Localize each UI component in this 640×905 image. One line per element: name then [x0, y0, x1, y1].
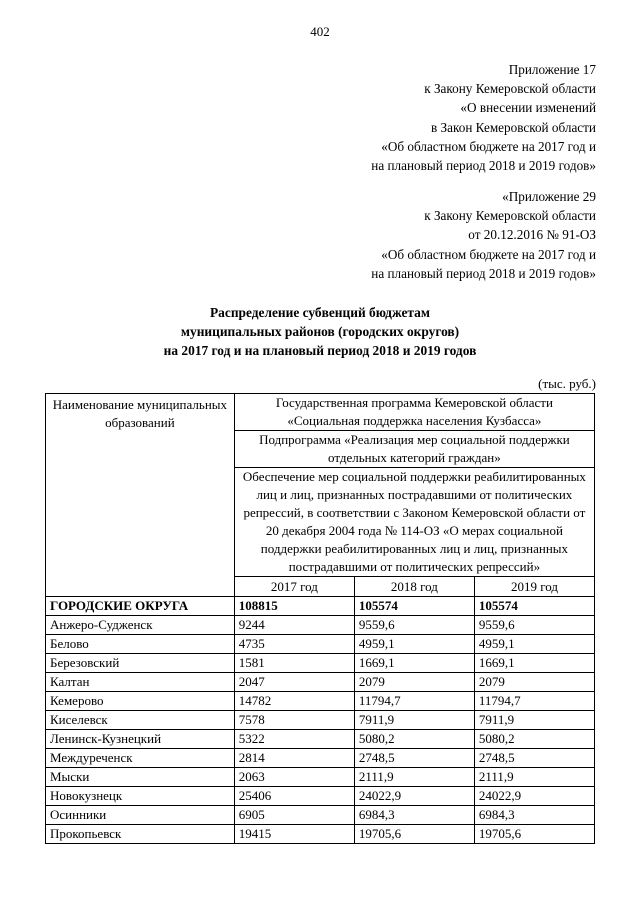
table-row — [46, 787, 595, 806]
appendix-a-line: к Закону Кемеровской области — [424, 81, 596, 97]
municipality-cell: Анжеро-Судженск — [46, 616, 235, 635]
value-cell-2017: 25406 — [234, 787, 354, 806]
appendix-b-line: к Закону Кемеровской области — [424, 208, 596, 224]
appendix-a-line: в Закон Кемеровской области — [431, 119, 596, 135]
municipality-cell: Кемерово — [46, 692, 235, 711]
table-row — [46, 768, 595, 787]
value-cell-2017: 7578 — [234, 711, 354, 730]
header-year-2018: 2018 год — [354, 577, 474, 597]
value-cell-2017: 1581 — [234, 654, 354, 673]
value-cell-2019: 24022,9 — [474, 787, 594, 806]
header-year-2017: 2017 год — [234, 577, 354, 597]
value-cell-2018: 105574 — [354, 597, 474, 616]
value-cell-2019: 4959,1 — [474, 635, 594, 654]
value-cell-2019: 9559,6 — [474, 616, 594, 635]
table-row — [46, 711, 595, 730]
value-cell-2017: 6905 — [234, 806, 354, 825]
value-cell-2018: 2748,5 — [354, 749, 474, 768]
appendix-b-line: на плановый период 2018 и 2019 годов» — [371, 265, 596, 281]
table-row-total — [46, 597, 595, 616]
appendix-29-reference — [371, 187, 596, 283]
page-number: 402 — [310, 24, 330, 39]
header-municipality: Наименование муниципальных образований — [46, 394, 235, 597]
value-cell-2018: 7911,9 — [354, 711, 474, 730]
value-cell-2019: 2748,5 — [474, 749, 594, 768]
value-cell-2018: 1669,1 — [354, 654, 474, 673]
value-cell-2017: 2814 — [234, 749, 354, 768]
value-cell-2017: 14782 — [234, 692, 354, 711]
value-cell-2018: 19705,6 — [354, 825, 474, 844]
value-cell-2018: 9559,6 — [354, 616, 474, 635]
value-cell-2018: 2079 — [354, 673, 474, 692]
value-cell-2018: 5080,2 — [354, 730, 474, 749]
header-year-2019: 2019 год — [474, 577, 594, 597]
municipality-cell: Ленинск-Кузнецкий — [46, 730, 235, 749]
municipality-cell: Новокузнецк — [46, 787, 235, 806]
table-row — [46, 749, 595, 768]
value-cell-2017: 2063 — [234, 768, 354, 787]
value-cell-2019: 11794,7 — [474, 692, 594, 711]
title-line: на 2017 год и на плановый период 2018 и 2019 годов — [163, 343, 477, 358]
appendix-a-line: «О внесении изменений — [460, 100, 596, 116]
table-row — [46, 673, 595, 692]
appendix-b-line: от 20.12.2016 № 91-ОЗ — [468, 227, 596, 243]
table-row — [46, 654, 595, 673]
municipality-cell: Березовский — [46, 654, 235, 673]
municipality-cell: Киселевск — [46, 711, 235, 730]
municipality-cell: Калтан — [46, 673, 235, 692]
municipality-cell: Прокопьевск — [46, 825, 235, 844]
title-line: муниципальных районов (городских округов) — [180, 324, 460, 339]
header-program: Государственная программа Кемеровской области «Социальная поддержка населения Кузбасса» — [234, 394, 594, 431]
table-row — [46, 806, 595, 825]
table-row — [46, 635, 595, 654]
municipality-cell: Междуреченск — [46, 749, 235, 768]
table-row — [46, 616, 595, 635]
value-cell-2019: 2111,9 — [474, 768, 594, 787]
value-cell-2017: 9244 — [234, 616, 354, 635]
value-cell-2017: 108815 — [234, 597, 354, 616]
value-cell-2018: 6984,3 — [354, 806, 474, 825]
value-cell-2019: 105574 — [474, 597, 594, 616]
appendix-b-line: «Об областном бюджете на 2017 год и — [381, 246, 596, 262]
table-row — [46, 825, 595, 844]
value-cell-2018: 24022,9 — [354, 787, 474, 806]
units-label: (тыс. руб.) — [538, 376, 596, 391]
value-cell-2017: 2047 — [234, 673, 354, 692]
municipality-cell: ГОРОДСКИЕ ОКРУГА — [46, 597, 235, 616]
value-cell-2019: 7911,9 — [474, 711, 594, 730]
value-cell-2018: 11794,7 — [354, 692, 474, 711]
document-title — [0, 303, 640, 360]
value-cell-2017: 5322 — [234, 730, 354, 749]
value-cell-2018: 4959,1 — [354, 635, 474, 654]
value-cell-2019: 5080,2 — [474, 730, 594, 749]
appendix-a-line: «Об областном бюджете на 2017 год и — [381, 138, 596, 154]
title-line: Распределение субвенций бюджетам — [210, 305, 430, 320]
table-row — [46, 692, 595, 711]
appendix-a-line: Приложение 17 — [508, 62, 596, 77]
value-cell-2017: 4735 — [234, 635, 354, 654]
value-cell-2019: 19705,6 — [474, 825, 594, 844]
value-cell-2017: 19415 — [234, 825, 354, 844]
municipality-cell: Осинники — [46, 806, 235, 825]
table-row — [46, 730, 595, 749]
subvention-table — [45, 393, 595, 844]
appendix-b-line: «Приложение 29 — [502, 189, 596, 204]
value-cell-2019: 2079 — [474, 673, 594, 692]
value-cell-2019: 1669,1 — [474, 654, 594, 673]
header-subprogram: Подпрограмма «Реализация мер социальной поддержки отдельных категорий граждан» — [234, 431, 594, 468]
municipality-cell: Мыски — [46, 768, 235, 787]
value-cell-2019: 6984,3 — [474, 806, 594, 825]
value-cell-2018: 2111,9 — [354, 768, 474, 787]
appendix-a-line: на плановый период 2018 и 2019 годов» — [371, 158, 596, 174]
appendix-17-reference — [371, 60, 596, 175]
municipality-cell: Белово — [46, 635, 235, 654]
header-measure: Обеспечение мер социальной поддержки реабилитированных лиц и лиц, признанных пострадавшими от политических репрессий, в соответствии с Законом Кемеровской области от 20 декабря 2004 года № 114-ОЗ «О мерах социальной поддержки реабилитированных лиц и лиц, признанных пострадавшими от политических репрессий» — [234, 468, 594, 577]
table-body — [46, 597, 595, 844]
